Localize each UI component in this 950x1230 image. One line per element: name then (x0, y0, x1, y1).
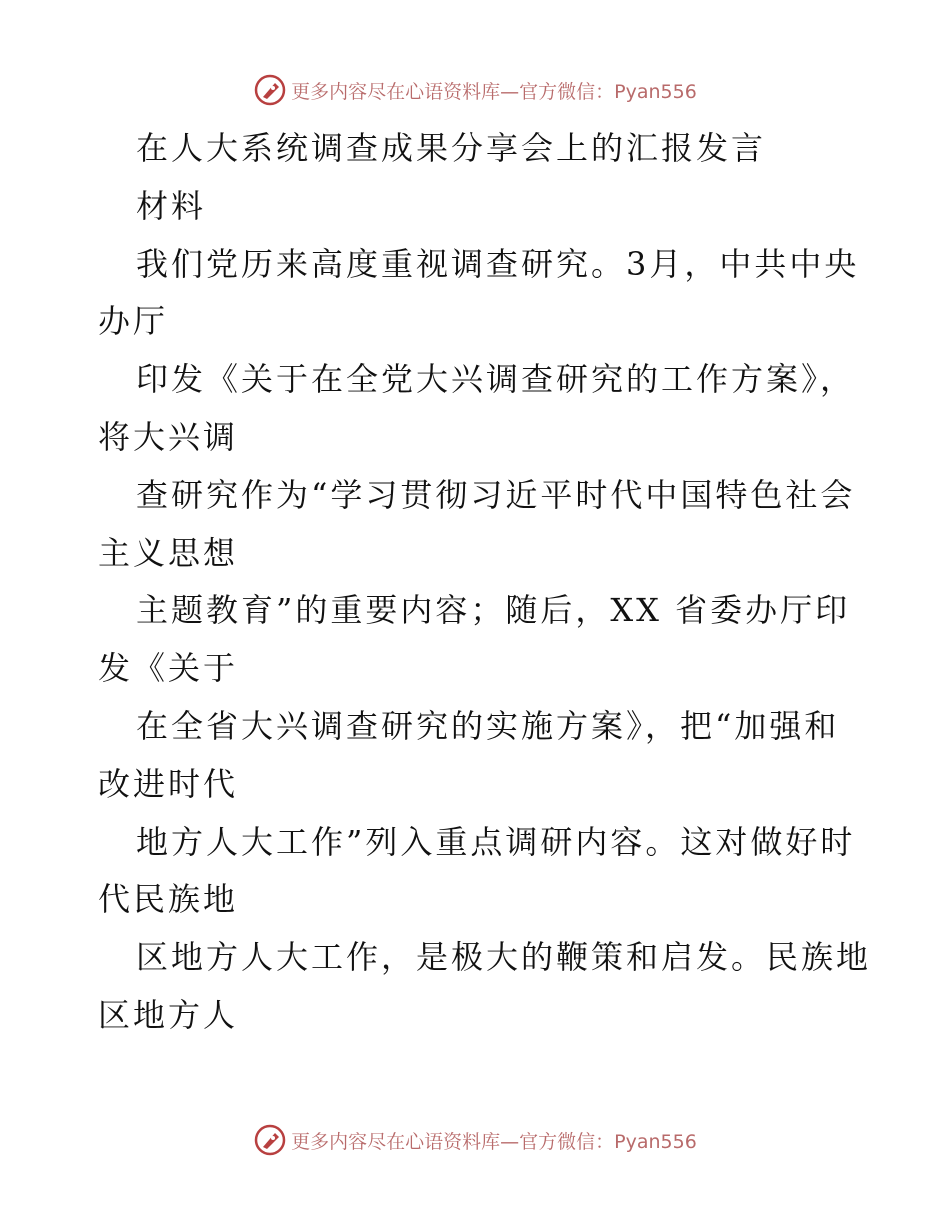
text-line: 区地方人 (98, 995, 239, 1034)
header-watermark-text: 更多内容尽在心语资料库—官方微信：Pyan556 (291, 80, 697, 103)
text-line: 区地方人大工作，是极大的鞭策和启发。民族地 (136, 938, 872, 977)
text-line: 查研究作为“学习贯彻习近平时代中国特色社会 (136, 475, 856, 514)
text-line: 改进时代 (98, 764, 239, 803)
text-line: 发《关于 (98, 649, 239, 688)
text-line: 在人大系统调查成果分享会上的汇报发言 (136, 129, 767, 167)
header-watermark-banner (0, 70, 950, 110)
text-line: 地方人大工作”列入重点调研内容。这对做好时 (136, 822, 856, 861)
text-line: 主义思想 (98, 533, 239, 572)
text-line: 代民族地 (98, 880, 239, 919)
text-line: 在全省大兴调查研究的实施方案》，把“加强和 (136, 706, 840, 745)
footer-watermark-text: 更多内容尽在心语资料库—官方微信：Pyan556 (291, 1130, 697, 1153)
pen-nib-circle-logo-icon (253, 73, 287, 107)
text-line: 办厅 (98, 302, 169, 341)
text-line: 将大兴调 (98, 417, 239, 456)
footer-watermark-banner (0, 1120, 950, 1160)
text-line: 印发《关于在全党大兴调查研究的工作方案》， (136, 360, 856, 399)
pen-nib-circle-logo-icon (253, 1123, 287, 1157)
text-line: 主题教育”的重要内容；随后，XX 省委办厅印 (136, 591, 851, 630)
text-line: 材料 (136, 186, 207, 225)
text-line: 我们党历来高度重视调查研究。3月，中共中央 (136, 244, 860, 283)
document-body (98, 120, 872, 1045)
